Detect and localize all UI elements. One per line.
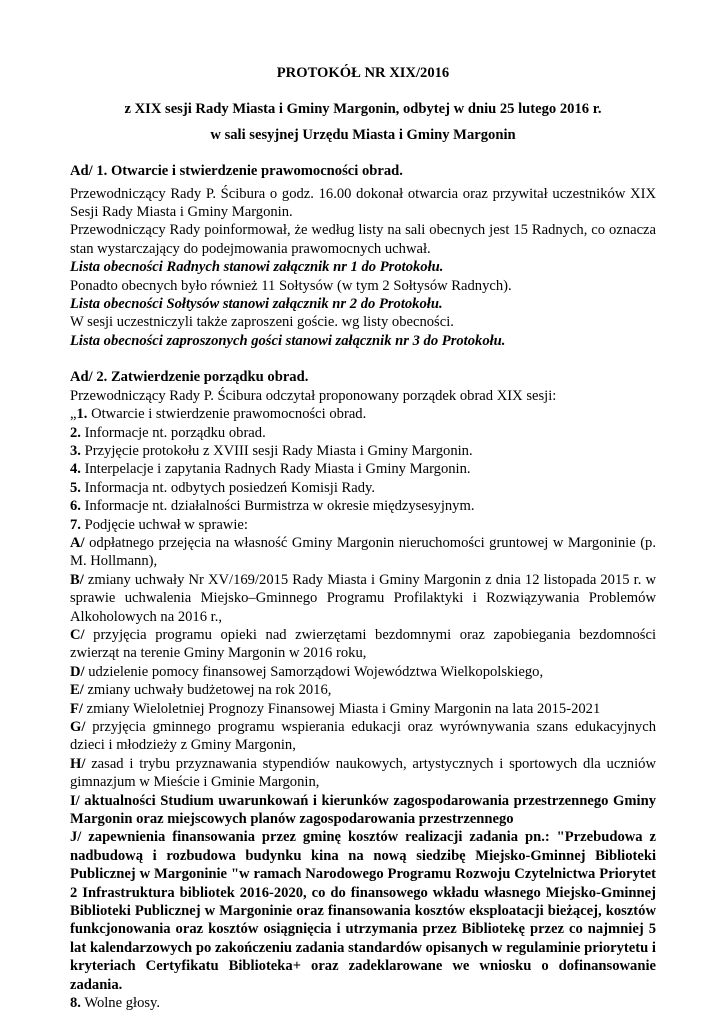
resolution-item: G/ przyjęcia gminnego programu wspierania edukacji oraz wyrównywania szans edukacyjnych dzieci i młodzieży z Gminy Margonin, bbox=[70, 719, 656, 754]
resolution-item: F/ zmiany Wieloletniej Prognozy Finansowej Miasta i Gminy Margonin na lata 2015-2021 bbox=[70, 700, 601, 717]
document-page bbox=[70, 62, 656, 1013]
paragraph-agenda-intro: Przewodniczący Rady P. Ścibura odczytał proponowany porządek obrad XIX sesji: bbox=[70, 387, 557, 404]
agenda-item: 3. Przyjęcie protokołu z XVIII sesji Rady Miasta i Gminy Margonin. bbox=[70, 442, 473, 459]
document-subtitle-venue: w sali sesyjnej Urzędu Miasta i Gminy Margonin bbox=[210, 126, 516, 143]
agenda-item: 7. Podjęcie uchwał w sprawie: bbox=[70, 516, 248, 533]
agenda-item: 4. Interpelacje i zapytania Radnych Rady Miasta i Gminy Margonin. bbox=[70, 461, 471, 478]
paragraph-soltys: Ponadto obecnych było również 11 Sołtysów (w tym 2 Sołtysów Radnych). bbox=[70, 277, 512, 294]
resolution-item: A/ odpłatnego przejęcia na własność Gminy Margonin nieruchomości gruntowej w Margoninie (p. M. Hollmann), bbox=[70, 534, 656, 570]
agenda-item: 8. Wolne głosy. bbox=[70, 995, 161, 1012]
agenda-item: 6. Informacje nt. działalności Burmistrza w okresie międzysesyjnym. bbox=[70, 498, 475, 515]
resolution-item: C/ przyjęcia programu opieki nad zwierzętami bezdomnymi oraz zapobiegania bezdomności zwierząt na terenie Gminy Margonin w 2016 roku, bbox=[70, 626, 656, 662]
document-subtitle-session: z XIX sesji Rady Miasta i Gminy Margonin, odbytej w dniu 25 lutego 2016 r. bbox=[124, 101, 602, 118]
agenda-item: „1. Otwarcie i stwierdzenie prawomocności obrad. bbox=[70, 406, 367, 423]
section-heading-1: Ad/ 1. Otwarcie i stwierdzenie prawomocności obrad. bbox=[70, 163, 403, 180]
paragraph-opening: Przewodniczący Rady P. Ścibura o godz. 16.00 dokonał otwarcia oraz przywitał uczestników XIX Sesji Rady Miasta i Gminy Margonin. bbox=[70, 185, 656, 221]
attachment-note-1: Lista obecności Radnych stanowi załącznik nr 1 do Protokołu. bbox=[70, 259, 444, 276]
resolution-item-bold: I/ aktualności Studium uwarunkowań i kierunków zagospodarowania przestrzennego Gminy Margonin oraz miejscowych planów zagospodarowania przestrzennego bbox=[70, 792, 656, 828]
resolution-item: H/ zasad i trybu przyznawania stypendiów naukowych, artystycznych i sportowych dla uczniów gimnazjum w Mieście i Gminie Margonin, bbox=[70, 755, 656, 791]
resolution-item: D/ udzielenie pomocy finansowej Samorządowi Województwa Wielkopolskiego, bbox=[70, 663, 544, 680]
resolution-item-bold: J/ zapewnienia finansowania przez gminę kosztów realizacji zadania pn.: "Przebudowa z nadbudową i rozbudowa budynku kina na nową siedzibę Miejsko-Gminnej Biblioteki Publicznej w Margoninie "w ramach Narodowego Programu Rozwoju Czytelnictwa Priorytet 2 Infrastruktura bibliotek 2016-2020, co do finansowego wkładu własnego Miejsko-Gminnej Biblioteki Publicznej w Margoninie oraz finansowania kosztów eksploatacji bieżącej, kosztów funkcjonowania oraz kosztów osiągnięcia i utrzymania przez Bibliotekę przez co najmniej 5 lat kalendarzowych po zakończeniu zadania standardów opisanych w regulaminie priorytetu i kryteriach Certyfikatu Biblioteka+ oraz zadeklarowane we wniosku o dofinansowanie zadania. bbox=[70, 829, 656, 993]
paragraph-quorum: Przewodniczący Rady poinformował, że według listy na sali obecnych jest 15 Radnych, co oznacza stan wystarczający do podejmowania prawomocnych uchwał. bbox=[70, 222, 656, 257]
resolution-item: B/ zmiany uchwały Nr XV/169/2015 Rady Miasta i Gminy Margonin z dnia 12 listopada 2015 r. w sprawie uchwalenia Miejsko–Gminnego Programu Profilaktyki i Rozwiązywania Problemów Alkoholowych na 2016 r., bbox=[70, 571, 656, 625]
resolution-item: E/ zmiany uchwały budżetowej na rok 2016, bbox=[70, 682, 332, 699]
attachment-note-3: Lista obecności zaproszonych gości stanowi załącznik nr 3 do Protokołu. bbox=[70, 332, 506, 349]
section-heading-2: Ad/ 2. Zatwierdzenie porządku obrad. bbox=[70, 369, 309, 386]
agenda-item: 2. Informacje nt. porządku obrad. bbox=[70, 424, 266, 441]
agenda-list bbox=[70, 405, 656, 1012]
paragraph-guests: W sesji uczestniczyli także zaproszeni goście. wg listy obecności. bbox=[70, 314, 454, 331]
document-title: PROTOKÓŁ NR XIX/2016 bbox=[276, 65, 450, 81]
agenda-item: 5. Informacja nt. odbytych posiedzeń Komisji Rady. bbox=[70, 479, 376, 496]
attachment-note-2: Lista obecności Sołtysów stanowi załącznik nr 2 do Protokołu. bbox=[70, 296, 443, 313]
